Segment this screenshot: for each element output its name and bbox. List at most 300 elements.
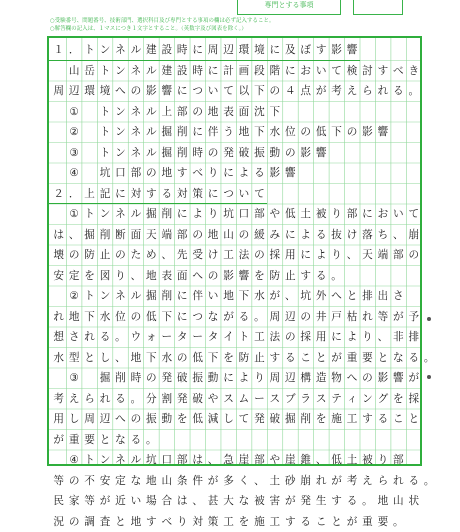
answer-char: 緩 (252, 225, 267, 246)
answer-char: 口 (159, 450, 174, 471)
answer-char: 分 (144, 389, 159, 410)
answer-char: 策 (205, 512, 220, 532)
answer-char: ら (360, 81, 375, 102)
answer-char: に (190, 122, 205, 143)
answer-char: 響 (159, 81, 174, 102)
answer-char: れ (51, 307, 66, 328)
answer-char: 低 (313, 122, 328, 143)
answer-char: ネ (113, 450, 128, 471)
answer-char: に (267, 40, 282, 61)
answer-char: 水 (252, 286, 267, 307)
answer-char: り (205, 204, 220, 225)
answer-char: べ (190, 163, 205, 184)
answer-char: 大 (221, 491, 236, 512)
answer-char: 防 (82, 245, 97, 266)
answer-char: 合 (159, 491, 174, 512)
answer-char: ラ (298, 389, 313, 410)
answer-char: 出 (375, 286, 390, 307)
answer-char: る (97, 327, 112, 348)
answer-char: ル (144, 122, 159, 143)
answer-char: 影 (298, 143, 313, 164)
answer-char: イ (221, 327, 236, 348)
answer-char: ス (221, 389, 236, 410)
answer-char: 査 (97, 512, 112, 532)
answer-char: 建 (159, 61, 174, 82)
answer-char: よ (298, 225, 313, 246)
header-field-box (237, 0, 341, 15)
answer-char: に (298, 245, 313, 266)
answer-char: 掘 (144, 204, 159, 225)
answer-char: に (329, 327, 344, 348)
answer-char: 条 (175, 471, 190, 492)
answer-char: ト (82, 204, 97, 225)
answer-char (82, 163, 97, 184)
answer-char: 掘 (283, 409, 298, 430)
answer-char: い (205, 81, 220, 102)
answer-char: の (406, 245, 421, 266)
answer-char (51, 368, 66, 389)
answer-char: 地 (205, 102, 220, 123)
answer-char: の (252, 245, 267, 266)
answer-char: ン (97, 40, 112, 61)
answer-char: が (313, 81, 328, 102)
answer-char: よ (190, 204, 205, 225)
answer-line (51, 327, 422, 348)
answer-char: 伴 (190, 286, 205, 307)
answer-char: 部 (391, 450, 406, 471)
answer-char: の (267, 81, 282, 102)
answer-char: し (66, 409, 81, 430)
answer-char: 重 (66, 430, 81, 451)
answer-char: 地 (236, 122, 251, 143)
answer-char: 記 (97, 184, 112, 205)
answer-char: 段 (252, 61, 267, 82)
answer-char: 影 (360, 122, 375, 143)
answer-char: 削 (159, 204, 174, 225)
answer-char: 地 (66, 307, 81, 328)
answer-char: 多 (221, 471, 236, 492)
answer-char: 対 (190, 512, 205, 532)
answer-char: す (329, 491, 344, 512)
answer-char: る (128, 430, 143, 451)
instruction-note-2: ○解答欄の記入は、１マスにつき１文字とすること。（英数字及び図表を除く。） (50, 24, 247, 32)
answer-char: ト (236, 327, 251, 348)
answer-char: 地 (128, 512, 143, 532)
answer-char: 防 (267, 266, 282, 287)
answer-char: と (375, 348, 390, 369)
answer-char: 以 (236, 81, 251, 102)
answer-char: 止 (283, 266, 298, 287)
answer-char: 近 (113, 491, 128, 512)
answer-char: に (175, 286, 190, 307)
answer-char: 土 (344, 450, 359, 471)
answer-char: 用 (51, 409, 66, 430)
answer-char: 坑 (97, 163, 112, 184)
answer-char: が (391, 307, 406, 328)
answer-line (51, 163, 298, 184)
answer-char (51, 102, 66, 123)
answer-char: や (267, 450, 282, 471)
answer-char: ス (313, 389, 328, 410)
answer-char: ー (159, 327, 174, 348)
answer-char: 等 (82, 491, 97, 512)
answer-char: 崖 (236, 450, 251, 471)
answer-char: な (128, 471, 143, 492)
answer-char: が (329, 471, 344, 492)
answer-char: ぼ (298, 40, 313, 61)
answer-char: に (205, 61, 220, 82)
answer-char: 家 (66, 491, 81, 512)
answer-char: 響 (344, 40, 359, 61)
answer-char: 採 (298, 327, 313, 348)
answer-char: の (236, 225, 251, 246)
answer-char: 場 (144, 491, 159, 512)
answer-char: の (66, 471, 81, 492)
answer-char: 井 (313, 307, 328, 328)
answer-char: 破 (267, 409, 282, 430)
answer-line (51, 81, 422, 102)
answer-char: お (375, 204, 390, 225)
answer-char: 辺 (283, 368, 298, 389)
answer-char: 低 (283, 204, 298, 225)
answer-char: ② (66, 122, 81, 143)
answer-char: り (329, 245, 344, 266)
answer-char: 生 (313, 491, 328, 512)
answer-char (82, 122, 97, 143)
answer-char: 土 (298, 204, 313, 225)
answer-char: 表 (159, 266, 174, 287)
answer-char: の (144, 368, 159, 389)
answer-char: 状 (406, 491, 421, 512)
answer-char: 端 (159, 225, 174, 246)
answer-char: 施 (252, 512, 267, 532)
answer-char: り (329, 204, 344, 225)
answer-char: 害 (267, 491, 282, 512)
answer-char: る (298, 512, 313, 532)
answer-char: の (144, 163, 159, 184)
answer-char: す (313, 40, 328, 61)
answer-char: ト (97, 102, 112, 123)
answer-char: や (205, 389, 220, 410)
answer-char: 坑 (298, 286, 313, 307)
answer-char: ウ (128, 327, 143, 348)
answer-char: 考 (51, 389, 66, 410)
answer-char: ① (66, 204, 81, 225)
answer-char: 、 (128, 266, 143, 287)
answer-char: 水 (97, 307, 112, 328)
answer-char: と (97, 430, 112, 451)
answer-char: ． (66, 40, 81, 61)
answer-char: ル (128, 450, 143, 471)
answer-char: つ (190, 307, 205, 328)
answer-char: す (144, 184, 159, 205)
answer-line (51, 307, 422, 328)
answer-char: ら (82, 389, 97, 410)
answer-char: の (283, 327, 298, 348)
answer-char: 定 (113, 471, 128, 492)
answer-char: 定 (66, 266, 81, 287)
answer-char: 下 (329, 122, 344, 143)
answer-char: へ (329, 286, 344, 307)
header-blank-box (353, 0, 403, 15)
answer-char: ン (113, 122, 128, 143)
answer-char: ④ (66, 450, 81, 471)
answer-char: に (190, 40, 205, 61)
answer-char: ー (252, 389, 267, 410)
answer-char: が (97, 491, 112, 512)
answer-char: 山 (66, 61, 81, 82)
answer-char: 響 (375, 122, 390, 143)
answer-char: 山 (159, 471, 174, 492)
answer-char: に (175, 81, 190, 102)
answer-line (51, 204, 422, 225)
answer-char: の (283, 143, 298, 164)
answer-char: 崩 (406, 225, 421, 246)
answer-char: 位 (283, 122, 298, 143)
answer-char: 境 (97, 81, 112, 102)
answer-char: 排 (406, 327, 421, 348)
answer-char: 破 (190, 389, 205, 410)
answer-char: 発 (252, 409, 267, 430)
answer-char: 。 (252, 307, 267, 328)
answer-char: り (375, 450, 390, 471)
answer-char: に (360, 204, 375, 225)
answer-char: 上 (159, 102, 174, 123)
answer-char (82, 143, 97, 164)
answer-char: 影 (267, 163, 282, 184)
answer-char: す (175, 163, 190, 184)
answer-char: 影 (221, 266, 236, 287)
answer-line (51, 409, 422, 430)
answer-char: の (128, 307, 143, 328)
answer-char: が (51, 430, 66, 451)
answer-char: 。 (422, 348, 437, 369)
answer-char: 予 (406, 307, 421, 328)
answer-char: 地 (221, 286, 236, 307)
answer-char: 坑 (221, 204, 236, 225)
answer-char: る (236, 307, 251, 328)
header-field-label: 専門とする事項 (238, 0, 340, 10)
answer-char: 上 (82, 184, 97, 205)
answer-char: を (175, 409, 190, 430)
answer-char: へ (190, 266, 205, 287)
answer-char: 地 (375, 491, 390, 512)
answer-char: 削 (159, 286, 174, 307)
answer-char: 環 (236, 40, 251, 61)
answer-char: 動 (159, 409, 174, 430)
answer-char: 砂 (283, 471, 298, 492)
answer-char: 発 (221, 143, 236, 164)
answer-char: る (344, 491, 359, 512)
answer-char: ン (97, 450, 112, 471)
answer-char: の (175, 348, 190, 369)
answer-char: て (252, 184, 267, 205)
answer-char: 天 (144, 225, 159, 246)
answer-char: 削 (175, 122, 190, 143)
answer-char: つ (221, 184, 236, 205)
answer-char: 削 (298, 409, 313, 430)
answer-char: 面 (128, 225, 143, 246)
answer-char: 点 (298, 81, 313, 102)
answer-char: 掘 (97, 368, 112, 389)
answer-char: 工 (267, 512, 282, 532)
answer-char: 況 (51, 512, 66, 532)
answer-char: ネ (128, 61, 143, 82)
answer-char: 被 (252, 491, 267, 512)
answer-char: 検 (344, 61, 359, 82)
answer-char: 削 (113, 368, 128, 389)
answer-char: 時 (190, 143, 205, 164)
answer-char: 被 (360, 450, 375, 471)
answer-char: け (344, 225, 359, 246)
answer-char: 、 (375, 327, 390, 348)
answer-char: の (190, 102, 205, 123)
answer-char: の (66, 245, 81, 266)
answer-char: 外 (313, 286, 328, 307)
answer-char: へ (113, 81, 128, 102)
answer-char: を (236, 512, 251, 532)
answer-char (51, 450, 66, 471)
answer-char: ブ (283, 389, 298, 410)
answer-char: よ (236, 163, 251, 184)
answer-char: 。 (360, 491, 375, 512)
answer-char: 沈 (252, 102, 267, 123)
answer-char: に (221, 163, 236, 184)
answer-char: と (406, 409, 421, 430)
answer-char: 部 (252, 450, 267, 471)
answer-char: す (144, 512, 159, 532)
answer-char: つ (190, 81, 205, 102)
answer-char: い (391, 204, 406, 225)
answer-char: 振 (190, 368, 205, 389)
answer-char: 山 (221, 225, 236, 246)
answer-char: 表 (221, 102, 236, 123)
answer-char: が (406, 368, 421, 389)
answer-char: 階 (267, 61, 282, 82)
answer-char: の (205, 143, 220, 164)
answer-char: 響 (283, 163, 298, 184)
answer-char: に (175, 204, 190, 225)
answer-char: な (391, 348, 406, 369)
answer-char: よ (344, 327, 359, 348)
answer-char (51, 143, 66, 164)
answer-char: 掘 (144, 286, 159, 307)
answer-char: 水 (267, 122, 282, 143)
answer-char: た (128, 245, 143, 266)
answer-line (51, 184, 267, 205)
answer-char: 調 (82, 512, 97, 532)
answer-char: の (298, 307, 313, 328)
margin-dot (427, 317, 431, 321)
answer-char: へ (344, 368, 359, 389)
answer-char: 対 (175, 184, 190, 205)
answer-char: 辺 (66, 81, 81, 102)
answer-char: り (205, 163, 220, 184)
answer-char: れ (313, 471, 328, 492)
answer-char: 低 (190, 409, 205, 430)
answer-char: 件 (190, 471, 205, 492)
answer-line (51, 40, 360, 61)
answer-char: る (252, 163, 267, 184)
answer-char: 安 (51, 266, 66, 287)
answer-char: 発 (298, 491, 313, 512)
answer-char: 不 (82, 471, 97, 492)
answer-char: 等 (51, 471, 66, 492)
answer-char: い (236, 184, 251, 205)
margin-dot (427, 375, 431, 379)
answer-char: 非 (391, 327, 406, 348)
answer-char: ④ (66, 163, 81, 184)
answer-char: ィ (344, 389, 359, 410)
answer-char: 下 (236, 286, 251, 307)
answer-char: こ (313, 512, 328, 532)
answer-char: 破 (175, 368, 190, 389)
answer-char: 考 (329, 81, 344, 102)
answer-char: 採 (267, 245, 282, 266)
answer-char: て (406, 204, 421, 225)
answer-char: て (236, 409, 251, 430)
answer-char: こ (298, 348, 313, 369)
answer-char: 影 (375, 368, 390, 389)
answer-char: る (375, 409, 390, 430)
answer-char: 要 (82, 430, 97, 451)
answer-char: 部 (175, 225, 190, 246)
answer-char: の (113, 245, 128, 266)
answer-char: 画 (236, 61, 251, 82)
answer-char: 周 (267, 368, 282, 389)
answer-char: え (344, 81, 359, 102)
answer-char: 止 (252, 348, 267, 369)
answer-char: 坑 (144, 450, 159, 471)
answer-char: ン (113, 61, 128, 82)
answer-char: 掘 (82, 225, 97, 246)
answer-char: お (298, 61, 313, 82)
answer-char: 振 (144, 409, 159, 430)
answer-char: 断 (113, 225, 128, 246)
answer-char: が (205, 471, 220, 492)
answer-char: ト (97, 61, 112, 82)
answer-char: ２ (51, 184, 66, 205)
answer-char: 割 (159, 389, 174, 410)
answer-char: が (267, 286, 282, 307)
answer-char (51, 286, 66, 307)
answer-char: 対 (128, 184, 143, 205)
answer-char: よ (236, 368, 251, 389)
answer-char: 物 (329, 368, 344, 389)
answer-char: 周 (205, 40, 220, 61)
answer-char: す (375, 61, 390, 82)
answer-char: 抜 (329, 225, 344, 246)
answer-char: く (236, 471, 251, 492)
answer-char: ト (82, 40, 97, 61)
answer-char: し (221, 409, 236, 430)
answer-char: 削 (97, 225, 112, 246)
answer-line (51, 102, 283, 123)
answer-char: 。 (391, 512, 406, 532)
answer-char: 響 (313, 143, 328, 164)
answer-char: 先 (175, 245, 190, 266)
answer-char: 考 (344, 471, 359, 492)
answer-char: よ (313, 245, 328, 266)
answer-char: り (113, 266, 128, 287)
answer-char: ン (360, 389, 375, 410)
answer-char: 部 (252, 204, 267, 225)
answer-char: る (159, 184, 174, 205)
answer-char: 要 (360, 348, 375, 369)
answer-char: 被 (313, 204, 328, 225)
answer-char: ト (97, 143, 112, 164)
answer-char: み (267, 225, 282, 246)
